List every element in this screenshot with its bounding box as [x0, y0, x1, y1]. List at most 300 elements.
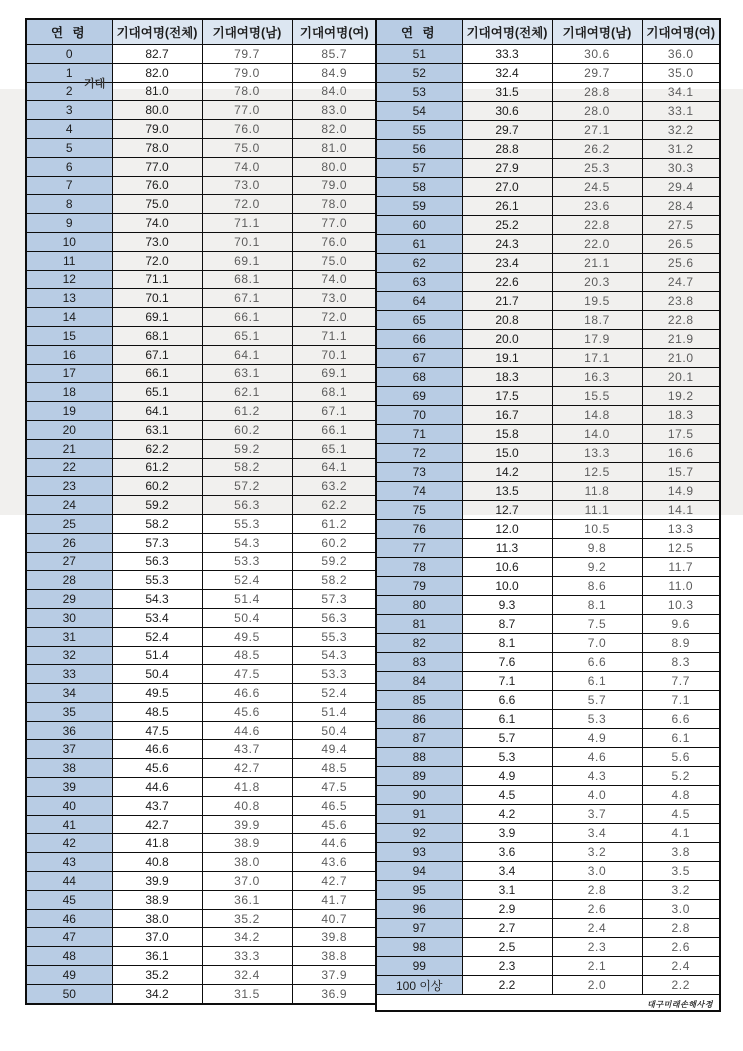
value-cell: 35.2 [202, 909, 292, 928]
value-cell: 23.6 [552, 197, 642, 216]
age-cell: 46 [26, 909, 112, 928]
value-cell: 40.8 [112, 853, 202, 872]
value-cell: 13.3 [642, 520, 720, 539]
table-row [376, 121, 720, 140]
table-row [26, 101, 377, 120]
value-cell: 68.1 [112, 326, 202, 345]
value-cell: 11.8 [552, 482, 642, 501]
value-cell: 78.0 [202, 82, 292, 101]
value-cell: 15.7 [642, 463, 720, 482]
value-cell: 3.2 [642, 881, 720, 900]
age-cell: 43 [26, 853, 112, 872]
value-cell: 9.8 [552, 539, 642, 558]
value-cell: 2.3 [462, 957, 552, 976]
table-row [376, 634, 720, 653]
age-cell: 45 [26, 890, 112, 909]
age-cell: 1 [26, 63, 112, 82]
value-cell: 3.5 [642, 862, 720, 881]
table-row [26, 966, 377, 985]
value-cell: 19.1 [462, 349, 552, 368]
value-cell: 2.1 [552, 957, 642, 976]
value-cell: 56.3 [202, 496, 292, 515]
table-row [26, 815, 377, 834]
table-row [26, 853, 377, 872]
value-cell: 63.1 [112, 420, 202, 439]
value-cell: 9.2 [552, 558, 642, 577]
value-cell: 8.3 [642, 653, 720, 672]
age-cell: 84 [376, 672, 462, 691]
table-row [26, 232, 377, 251]
value-cell: 73.0 [202, 176, 292, 195]
table-row [376, 45, 720, 64]
value-cell: 20.8 [462, 311, 552, 330]
value-cell: 72.0 [292, 308, 377, 327]
table-row [376, 178, 720, 197]
age-cell: 62 [376, 254, 462, 273]
value-cell: 49.4 [292, 740, 377, 759]
value-cell: 27.0 [462, 178, 552, 197]
age-cell: 77 [376, 539, 462, 558]
value-cell: 76.0 [112, 176, 202, 195]
value-cell: 70.1 [292, 345, 377, 364]
table-row [26, 778, 377, 797]
value-cell: 2.5 [462, 938, 552, 957]
value-cell: 22.8 [642, 311, 720, 330]
value-cell: 37.0 [202, 872, 292, 891]
value-cell: 36.9 [292, 984, 377, 1003]
age-cell: 25 [26, 514, 112, 533]
value-cell: 19.5 [552, 292, 642, 311]
value-cell: 66.1 [112, 364, 202, 383]
value-cell: 10.6 [462, 558, 552, 577]
value-cell: 14.0 [552, 425, 642, 444]
table-row [376, 710, 720, 729]
value-cell: 34.1 [642, 83, 720, 102]
age-cell: 27 [26, 552, 112, 571]
value-cell: 71.1 [202, 214, 292, 233]
watermark-signature: 대구미래손해사정 [647, 998, 713, 1009]
age-cell: 97 [376, 919, 462, 938]
value-cell: 46.6 [112, 740, 202, 759]
table-row [376, 64, 720, 83]
age-cell: 57 [376, 159, 462, 178]
value-cell: 7.5 [552, 615, 642, 634]
age-cell: 50 [26, 984, 112, 1003]
life-expectancy-table-left [25, 18, 378, 1005]
age-cell: 42 [26, 834, 112, 853]
table-row [376, 520, 720, 539]
value-cell: 33.3 [202, 947, 292, 966]
value-cell: 54.3 [112, 590, 202, 609]
age-cell: 31 [26, 627, 112, 646]
col-header-male: 기대여명(남) [552, 19, 642, 45]
value-cell: 74.0 [112, 214, 202, 233]
value-cell: 15.8 [462, 425, 552, 444]
age-cell: 94 [376, 862, 462, 881]
value-cell: 24.5 [552, 178, 642, 197]
table-row [26, 909, 377, 928]
value-cell: 15.0 [462, 444, 552, 463]
table-row [376, 976, 720, 995]
age-cell: 13 [26, 289, 112, 308]
table-row [26, 590, 377, 609]
table-row [26, 402, 377, 421]
value-cell: 36.0 [642, 45, 720, 64]
value-cell: 55.3 [292, 627, 377, 646]
value-cell: 31.5 [462, 83, 552, 102]
value-cell: 3.4 [462, 862, 552, 881]
value-cell: 5.3 [462, 748, 552, 767]
table-row [26, 345, 377, 364]
value-cell: 29.7 [462, 121, 552, 140]
value-cell: 46.6 [202, 684, 292, 703]
value-cell: 35.0 [642, 64, 720, 83]
table-row [26, 514, 377, 533]
age-cell: 82 [376, 634, 462, 653]
value-cell: 44.6 [112, 778, 202, 797]
value-cell: 3.9 [462, 824, 552, 843]
value-cell: 45.6 [292, 815, 377, 834]
age-cell: 66 [376, 330, 462, 349]
age-cell: 22 [26, 458, 112, 477]
value-cell: 30.3 [642, 159, 720, 178]
value-cell: 5.3 [552, 710, 642, 729]
age-cell: 34 [26, 684, 112, 703]
table-row [26, 947, 377, 966]
value-cell: 55.3 [202, 514, 292, 533]
value-cell: 18.7 [552, 311, 642, 330]
value-cell: 54.3 [292, 646, 377, 665]
table-row [26, 364, 377, 383]
table-row [376, 425, 720, 444]
value-cell: 50.4 [292, 721, 377, 740]
value-cell: 38.9 [202, 834, 292, 853]
value-cell: 28.8 [462, 140, 552, 159]
value-cell: 41.8 [112, 834, 202, 853]
age-cell: 87 [376, 729, 462, 748]
age-cell: 20 [26, 420, 112, 439]
table-row [26, 176, 377, 195]
age-cell: 55 [376, 121, 462, 140]
age-cell: 38 [26, 759, 112, 778]
value-cell: 10.5 [552, 520, 642, 539]
value-cell: 11.7 [642, 558, 720, 577]
table-row [26, 571, 377, 590]
value-cell: 2.2 [642, 976, 720, 995]
value-cell: 7.7 [642, 672, 720, 691]
value-cell: 59.2 [112, 496, 202, 515]
value-cell: 12.5 [642, 539, 720, 558]
value-cell: 32.4 [462, 64, 552, 83]
age-cell: 65 [376, 311, 462, 330]
value-cell: 2.6 [552, 900, 642, 919]
table-row [26, 195, 377, 214]
table-row [26, 214, 377, 233]
age-cell: 78 [376, 558, 462, 577]
table-row [26, 627, 377, 646]
value-cell: 38.0 [202, 853, 292, 872]
value-cell: 62.1 [202, 383, 292, 402]
value-cell: 3.2 [552, 843, 642, 862]
age-cell: 83 [376, 653, 462, 672]
col-header-total: 기대여명(전체) [112, 19, 202, 45]
value-cell: 42.7 [112, 815, 202, 834]
table-row [26, 984, 377, 1003]
value-cell: 49.5 [202, 627, 292, 646]
age-cell: 19 [26, 402, 112, 421]
table-row [26, 138, 377, 157]
value-cell: 56.3 [112, 552, 202, 571]
value-cell: 77.0 [292, 214, 377, 233]
value-cell: 5.6 [642, 748, 720, 767]
value-cell: 2.3 [552, 938, 642, 957]
age-cell: 72 [376, 444, 462, 463]
value-cell: 6.1 [642, 729, 720, 748]
value-cell: 6.1 [462, 710, 552, 729]
table-row [376, 83, 720, 102]
value-cell: 8.6 [552, 577, 642, 596]
table-row [376, 330, 720, 349]
value-cell: 80.0 [112, 101, 202, 120]
table-row [376, 957, 720, 976]
table-row [376, 159, 720, 178]
value-cell: 40.7 [292, 909, 377, 928]
age-cell: 95 [376, 881, 462, 900]
value-cell: 41.7 [292, 890, 377, 909]
header-row [376, 19, 720, 45]
age-cell: 30 [26, 608, 112, 627]
value-cell: 22.6 [462, 273, 552, 292]
value-cell: 82.0 [292, 120, 377, 139]
value-cell: 26.2 [552, 140, 642, 159]
table-row [26, 477, 377, 496]
value-cell: 25.2 [462, 216, 552, 235]
value-cell: 7.6 [462, 653, 552, 672]
table-row [376, 216, 720, 235]
value-cell: 25.3 [552, 159, 642, 178]
value-cell: 38.8 [292, 947, 377, 966]
value-cell: 19.2 [642, 387, 720, 406]
value-cell: 75.0 [292, 251, 377, 270]
value-cell: 11.1 [552, 501, 642, 520]
value-cell: 17.5 [462, 387, 552, 406]
age-cell: 16 [26, 345, 112, 364]
value-cell: 68.1 [292, 383, 377, 402]
value-cell: 7.1 [462, 672, 552, 691]
value-cell: 42.7 [202, 759, 292, 778]
value-cell: 8.1 [552, 596, 642, 615]
age-cell: 53 [376, 83, 462, 102]
age-cell: 86 [376, 710, 462, 729]
age-cell: 15 [26, 326, 112, 345]
table-row [376, 311, 720, 330]
value-cell: 24.3 [462, 235, 552, 254]
watermark-cell [376, 995, 720, 1012]
value-cell: 51.4 [292, 702, 377, 721]
table-row [376, 691, 720, 710]
value-cell: 4.2 [462, 805, 552, 824]
value-cell: 29.4 [642, 178, 720, 197]
value-cell: 66.1 [202, 308, 292, 327]
value-cell: 51.4 [112, 646, 202, 665]
value-cell: 29.7 [552, 64, 642, 83]
value-cell: 72.0 [112, 251, 202, 270]
age-cell: 28 [26, 571, 112, 590]
value-cell: 43.7 [112, 796, 202, 815]
value-cell: 5.7 [462, 729, 552, 748]
table-row [376, 748, 720, 767]
value-cell: 20.3 [552, 273, 642, 292]
table-row [376, 558, 720, 577]
value-cell: 44.6 [292, 834, 377, 853]
value-cell: 22.8 [552, 216, 642, 235]
value-cell: 2.6 [642, 938, 720, 957]
table-row [26, 82, 377, 101]
table-row [376, 102, 720, 121]
header-row [26, 19, 377, 45]
value-cell: 2.0 [552, 976, 642, 995]
age-cell: 75 [376, 501, 462, 520]
age-cell: 24 [26, 496, 112, 515]
value-cell: 65.1 [202, 326, 292, 345]
table-row [376, 615, 720, 634]
table-row [26, 251, 377, 270]
value-cell: 52.4 [112, 627, 202, 646]
value-cell: 30.6 [552, 45, 642, 64]
table-row [376, 387, 720, 406]
age-cell: 3 [26, 101, 112, 120]
value-cell: 17.1 [552, 349, 642, 368]
table-row [26, 157, 377, 176]
value-cell: 37.0 [112, 928, 202, 947]
value-cell: 13.5 [462, 482, 552, 501]
age-cell: 47 [26, 928, 112, 947]
value-cell: 6.6 [462, 691, 552, 710]
age-cell: 76 [376, 520, 462, 539]
table-row [26, 646, 377, 665]
value-cell: 8.7 [462, 615, 552, 634]
value-cell: 14.1 [642, 501, 720, 520]
value-cell: 6.6 [552, 653, 642, 672]
value-cell: 65.1 [292, 439, 377, 458]
table-row [376, 482, 720, 501]
table-row [26, 439, 377, 458]
value-cell: 3.7 [552, 805, 642, 824]
value-cell: 77.0 [112, 157, 202, 176]
value-cell: 58.2 [112, 514, 202, 533]
age-cell: 11 [26, 251, 112, 270]
value-cell: 61.2 [202, 402, 292, 421]
value-cell: 84.9 [292, 63, 377, 82]
table-row [26, 326, 377, 345]
age-cell: 88 [376, 748, 462, 767]
age-cell: 10 [26, 232, 112, 251]
value-cell: 52.4 [292, 684, 377, 703]
value-cell: 64.1 [202, 345, 292, 364]
value-cell: 3.0 [642, 900, 720, 919]
value-cell: 32.2 [642, 121, 720, 140]
value-cell: 22.0 [552, 235, 642, 254]
value-cell: 47.5 [292, 778, 377, 797]
table-row [26, 796, 377, 815]
value-cell: 26.1 [462, 197, 552, 216]
age-cell: 99 [376, 957, 462, 976]
age-cell: 67 [376, 349, 462, 368]
age-cell: 90 [376, 786, 462, 805]
watermark-row [376, 995, 720, 1012]
value-cell: 67.1 [292, 402, 377, 421]
table-row [26, 289, 377, 308]
table-row [26, 740, 377, 759]
table-row [26, 45, 377, 64]
value-cell: 57.3 [292, 590, 377, 609]
value-cell: 79.7 [202, 45, 292, 64]
value-cell: 58.2 [202, 458, 292, 477]
value-cell: 80.0 [292, 157, 377, 176]
value-cell: 9.3 [462, 596, 552, 615]
value-cell: 7.0 [552, 634, 642, 653]
age-cell: 80 [376, 596, 462, 615]
value-cell: 45.6 [112, 759, 202, 778]
age-cell: 56 [376, 140, 462, 159]
value-cell: 53.3 [202, 552, 292, 571]
age-cell: 32 [26, 646, 112, 665]
value-cell: 11.3 [462, 539, 552, 558]
value-cell: 73.0 [292, 289, 377, 308]
value-cell: 73.0 [112, 232, 202, 251]
value-cell: 59.2 [202, 439, 292, 458]
age-cell: 98 [376, 938, 462, 957]
table-row [26, 702, 377, 721]
col-header-female: 기대여명(여) [642, 19, 720, 45]
value-cell: 21.7 [462, 292, 552, 311]
life-expectancy-table-right [375, 18, 721, 1012]
value-cell: 6.6 [642, 710, 720, 729]
table-row [26, 759, 377, 778]
age-cell: 40 [26, 796, 112, 815]
age-cell: 71 [376, 425, 462, 444]
table-row [376, 197, 720, 216]
value-cell: 79.0 [112, 120, 202, 139]
age-cell: 85 [376, 691, 462, 710]
value-cell: 53.3 [292, 665, 377, 684]
value-cell: 70.1 [202, 232, 292, 251]
value-cell: 2.4 [552, 919, 642, 938]
value-cell: 65.1 [112, 383, 202, 402]
age-cell: 29 [26, 590, 112, 609]
value-cell: 79.0 [202, 63, 292, 82]
table-row [376, 463, 720, 482]
age-cell: 17 [26, 364, 112, 383]
table-row [376, 254, 720, 273]
value-cell: 38.0 [112, 909, 202, 928]
value-cell: 4.5 [462, 786, 552, 805]
age-cell: 64 [376, 292, 462, 311]
value-cell: 2.8 [642, 919, 720, 938]
value-cell: 18.3 [642, 406, 720, 425]
table-row [26, 872, 377, 891]
value-cell: 57.2 [202, 477, 292, 496]
age-cell: 0 [26, 45, 112, 64]
value-cell: 53.4 [112, 608, 202, 627]
value-cell: 60.2 [292, 533, 377, 552]
value-cell: 5.2 [642, 767, 720, 786]
value-cell: 40.8 [202, 796, 292, 815]
value-cell: 21.1 [552, 254, 642, 273]
age-cell: 44 [26, 872, 112, 891]
age-cell: 7 [26, 176, 112, 195]
value-cell: 4.6 [552, 748, 642, 767]
